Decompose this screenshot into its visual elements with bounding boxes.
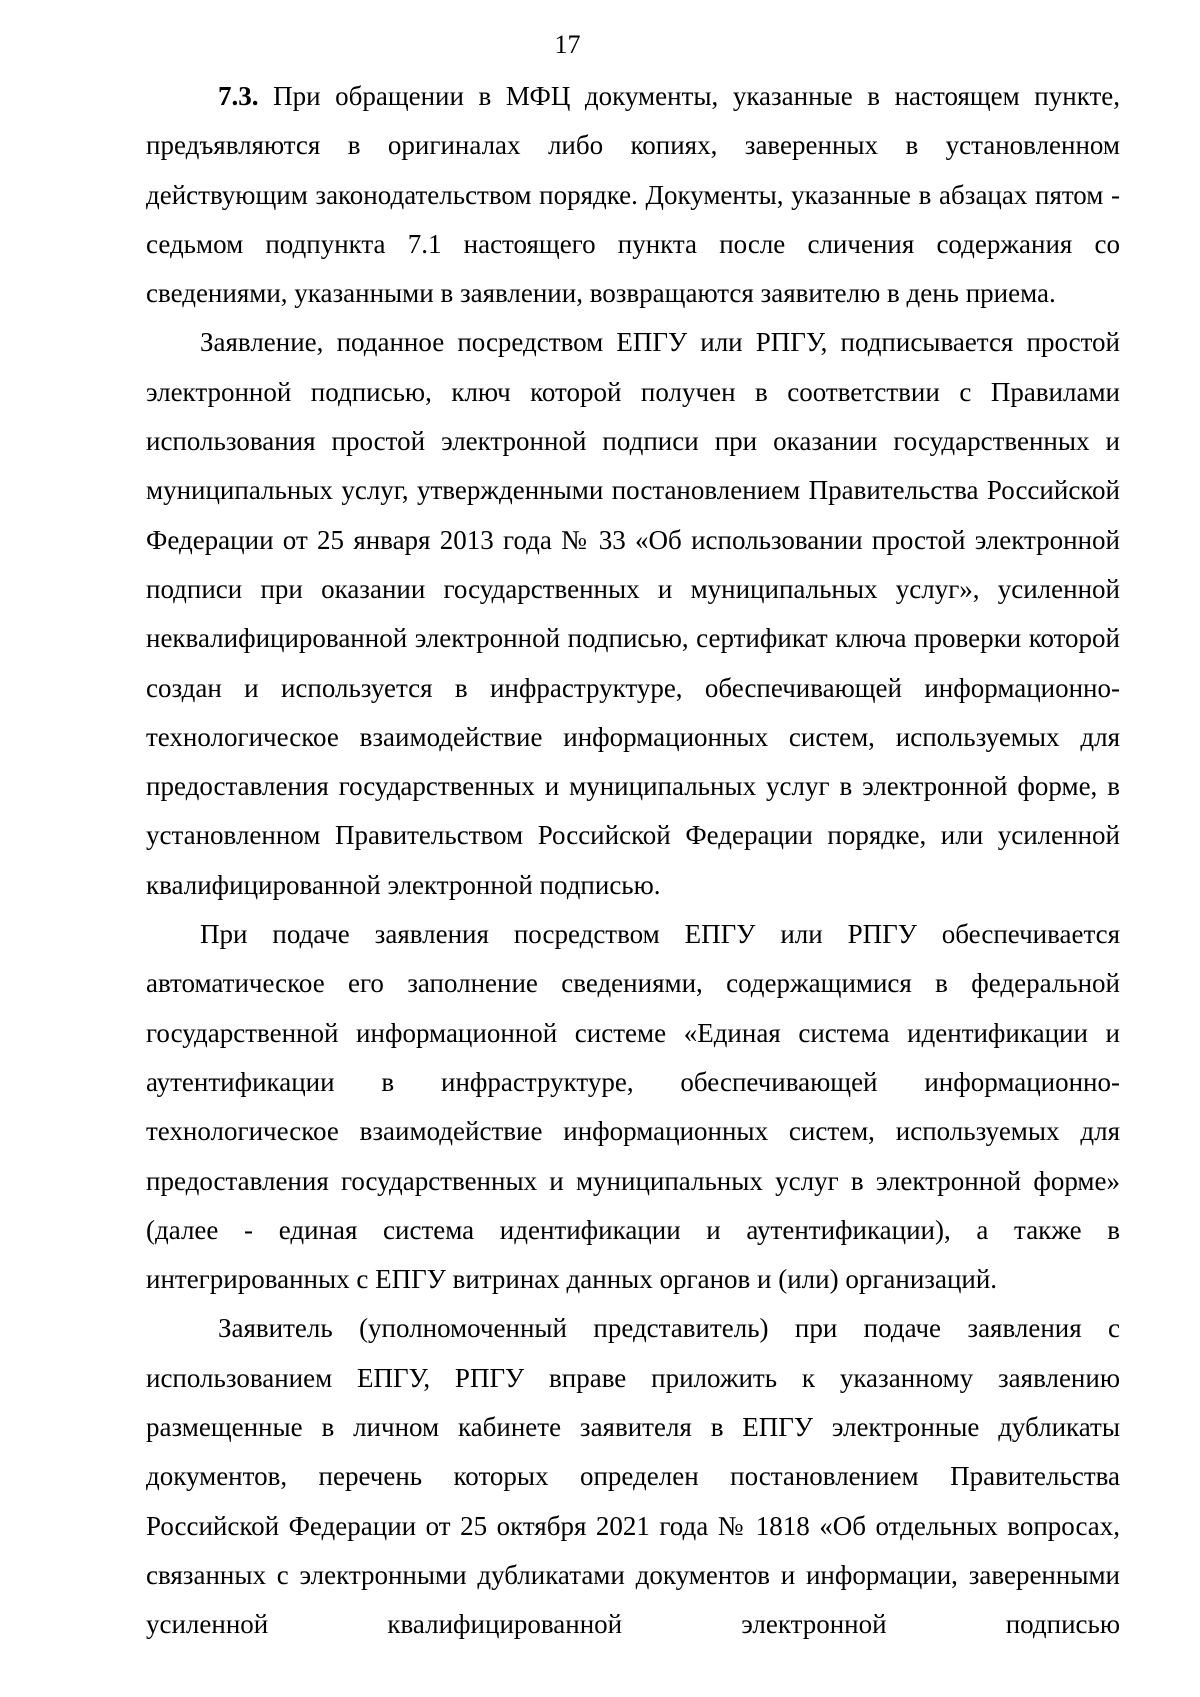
document-body [146,72,1120,1650]
paragraph-text: При подаче заявления посредством ЕПГУ или РПГУ обеспечивается автоматическое его заполнение сведениями, содержащимися в федеральной государственной информационной системе «Единая система идентификации и аутентификации в инфраструктуре, обеспечивающей информационно-технологическое взаимодействие информационных систем, используемых для предоставления государственных и муниципальных услуг в электронной форме» (далее - единая система идентификации и аутентификации), а также в интегрированных с ЕПГУ витринах данных органов и (или) организаций. [146,919,1120,1295]
paragraph-autofill [146,910,1120,1304]
section-number: 7.3. [218,81,259,111]
paragraph-text: Заявитель (уполномоченный представитель) при подаче заявления с использованием ЕПГУ, РПГУ вправе приложить к указанному заявлению размещенные в личном кабинете заявителя в ЕПГУ электронные дубликаты документов, перечень которых определен постановлением Правительства Российской Федерации от 25 октября 2021 года № 1818 «Об отдельных вопросах, связанных с электронными дубликатами документов и информации, заверенными усиленной квалифицированной электронной подписью [146,1313,1120,1640]
paragraph-duplicates [146,1304,1120,1649]
paragraph-text: При обращении в МФЦ документы, указанные в настоящем пункте, предъявляются в оригиналах либо копиях, заверенных в установленном действующим законодательством порядке. Документы, указанные в абзацах пятом - седьмом подпункта 7.1 настоящего пункта после сличения содержания со сведениями, указанными в заявлении, возвращаются заявителю в день приема. [146,81,1120,309]
paragraph-signature [146,318,1120,910]
paragraph-text: Заявление, поданное посредством ЕПГУ или РПГУ, подписывается простой электронной подписью, ключ которой получен в соответствии с Правилами использования простой электронной подписи при оказании государственных и муниципальных услуг, утвержденными постановлением Правительства Российской Федерации от 25 января 2013 года № 33 «Об использовании простой электронной подписи при оказании государственных и муниципальных услуг», усиленной неквалифицированной электронной подписью, сертификат ключа проверки которой создан и используется в инфраструктуре, обеспечивающей информационно-технологическое взаимодействие информационных систем, используемых для предоставления государственных и муниципальных услуг в электронной форме, в установленном Правительством Российской Федерации порядке, или усиленной квалифицированной электронной подписью. [146,327,1120,900]
paragraph-7-3 [146,72,1120,318]
page-number: 17 [554,30,581,59]
